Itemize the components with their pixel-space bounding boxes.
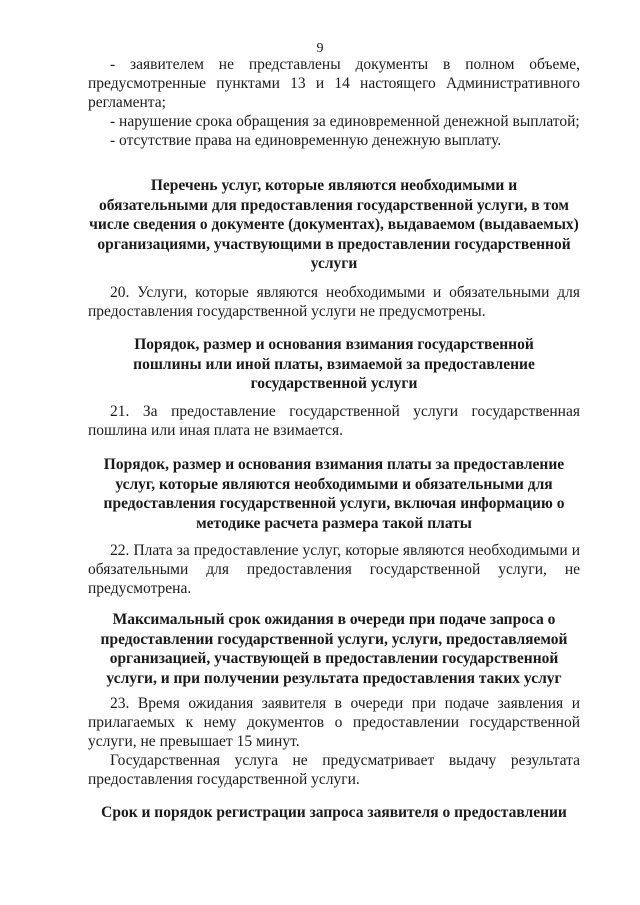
paragraph-22-block (88, 541, 580, 598)
section-heading (88, 803, 580, 823)
list-item: - отсутствие права на единовременную денежную выплату. (110, 132, 502, 149)
heading-line: услуги (310, 255, 358, 272)
list-block (88, 55, 580, 150)
heading-line: Перечень услуг, которые являются необходимыми и (150, 177, 518, 194)
heading-line: Максимальный срок ожидания в очереди при подаче запроса о (112, 611, 556, 628)
heading-line: методике расчета размера такой платы (196, 514, 472, 532)
section-heading (88, 335, 580, 394)
paragraph: 21. За предоставление государственной услуги государственная пошлина или иная плата не взимается. (88, 403, 580, 439)
paragraph: 22. Плата за предоставление услуг, которые являются необходимыми и обязательными для предоставления государственной услуги, не предусмотрена. (88, 542, 580, 597)
heading-line: пошлины или иной платы, взимаемой за предоставление (133, 355, 535, 373)
heading-line: числе сведения о документе (документах), выдаваемом (выдаваемых) (89, 216, 579, 233)
list-item: - нарушение срока обращения за единовременной денежной выплатой; (110, 113, 580, 130)
heading-line: организациями, участвующими в предоставлении государственной (97, 235, 571, 253)
heading-line: Порядок, размер и основания взимания государственной (134, 336, 534, 353)
paragraph: 20. Услуги, которые являются необходимыми и обязательными для предоставления государственной услуги не предусмотрены. (88, 284, 580, 320)
heading-line: Порядок, размер и основания взимания платы за предоставление (103, 456, 565, 473)
section-heading (88, 176, 580, 274)
heading-line: Срок и порядок регистрации запроса заявителя о предоставлении (101, 804, 567, 821)
paragraph-21-block (88, 402, 580, 440)
heading-line: услуг, которые являются необходимыми и обязательными для (115, 475, 553, 493)
heading-line: услуги, и при получении результата предоставления таких услуг (106, 669, 562, 687)
heading-line: государственной услуги (250, 375, 418, 392)
heading-line: организацией, участвующей в предоставлении государственной (109, 650, 559, 667)
heading-line: обязательными для предоставления государственной услуги, в том (99, 196, 569, 214)
paragraph-23-block (88, 694, 580, 789)
section-heading (88, 610, 580, 688)
list-item: - заявителем не представлены документы в полном объеме, предусмотренные пунктами 13 и 14 настоящего Административного регламента; (88, 56, 580, 111)
paragraph: 23. Время ожидания заявителя в очереди при подаче заявления и прилагаемых к нему документов о предоставлении государственной услуги, не превышает 15 минут. (88, 695, 580, 750)
paragraph: Государственная услуга не предусматривает выдачу результата предоставления государственной услуги. (88, 752, 580, 788)
section-heading (88, 455, 580, 533)
paragraph-20-block (88, 283, 580, 321)
page-number: 9 (316, 41, 324, 56)
heading-line: предоставления государственной услуги, включая информацию о (103, 495, 565, 512)
heading-line: предоставлении государственной услуги, услуги, предоставляемой (100, 630, 568, 648)
